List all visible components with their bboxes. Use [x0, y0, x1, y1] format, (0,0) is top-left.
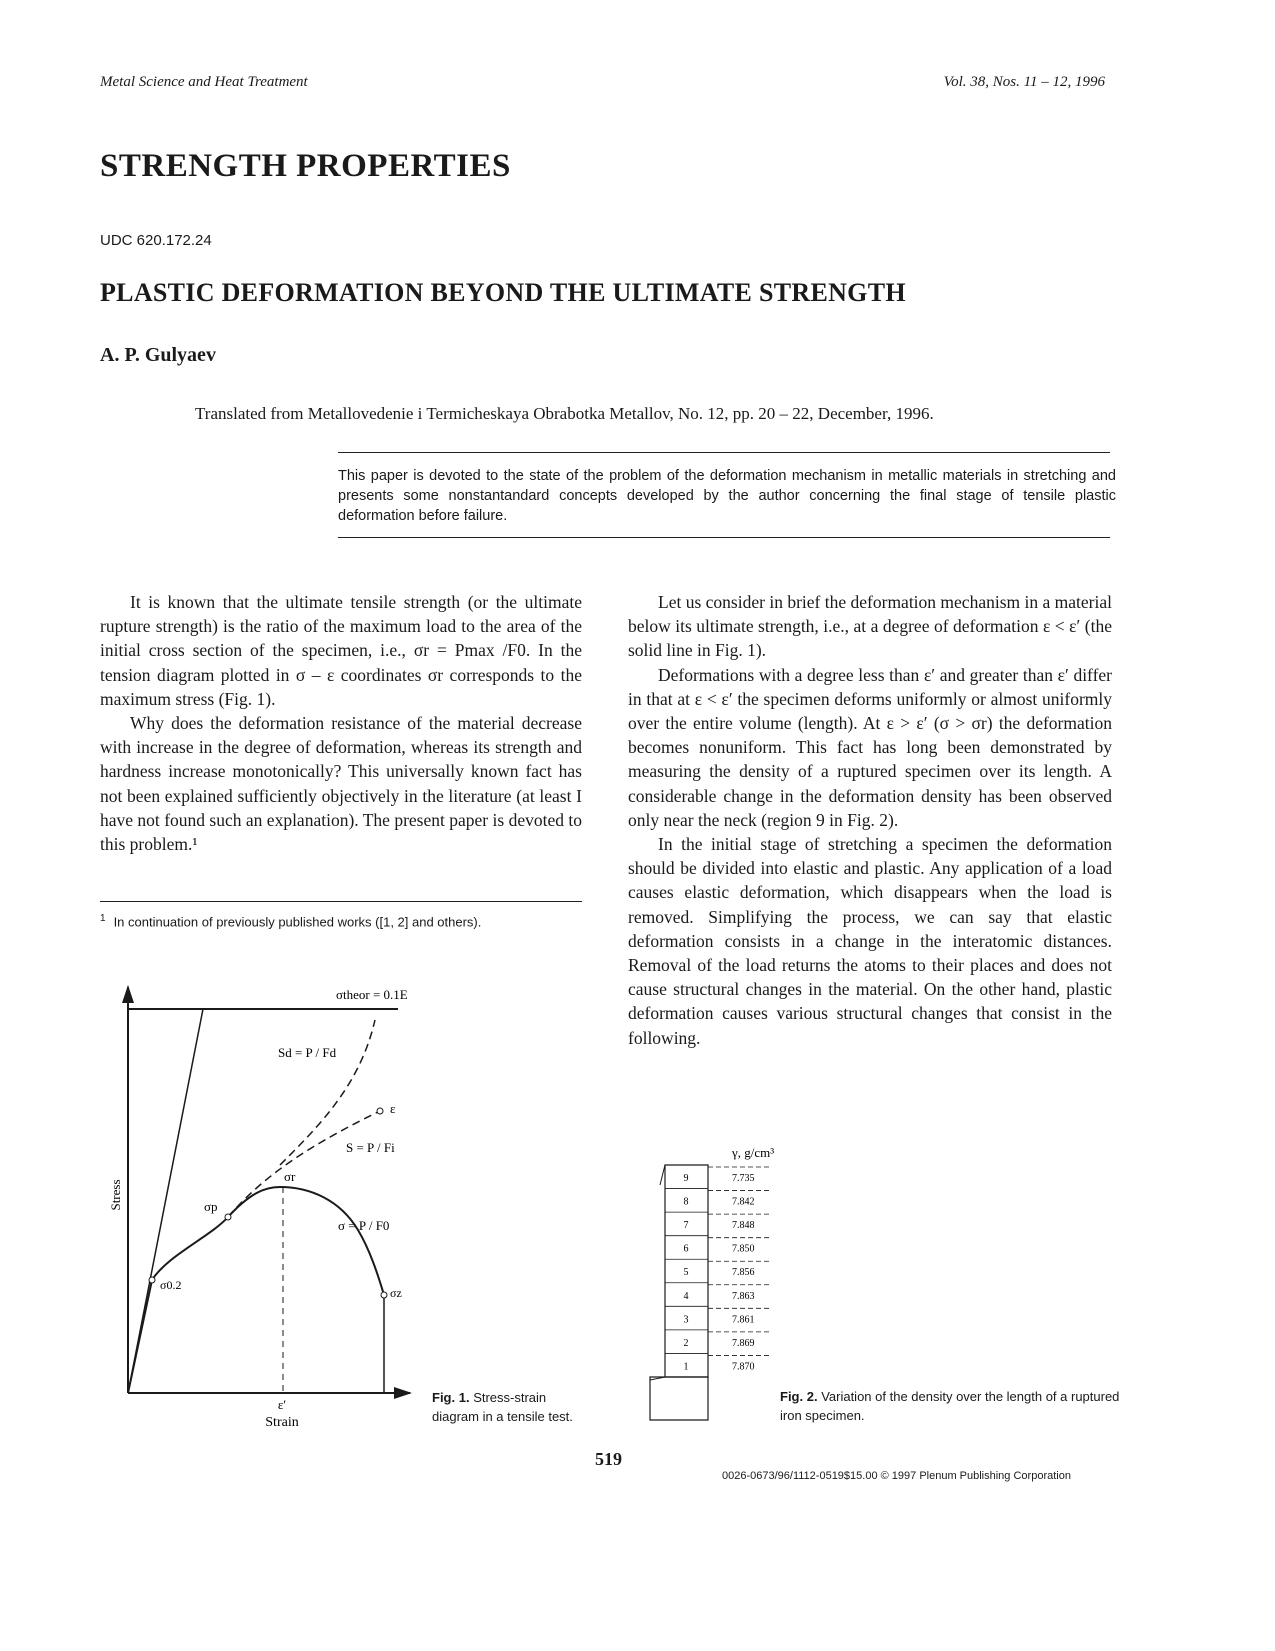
density-value: 7.735 [732, 1173, 755, 1185]
density-value: 7.848 [732, 1220, 755, 1232]
section-number: 4 [683, 1290, 689, 1302]
label-sigma: σ = P / F0 [338, 1218, 390, 1233]
point-eps [377, 1108, 383, 1114]
density-value: 7.856 [732, 1267, 755, 1279]
density-value: 7.861 [732, 1314, 755, 1326]
volume-info: Vol. 38, Nos. 11 – 12, 1996 [943, 74, 1105, 90]
figure-2-caption-label: Fig. 2. [780, 1389, 818, 1404]
section-number: 9 [683, 1173, 689, 1185]
true-stress-curve [228, 1112, 378, 1217]
paragraph: Let us consider in brief the deformation mechanism in a material below its ultimate strength, i.e., at a degree of deformation ε < ε′ (the solid line in Fig. 1). [628, 592, 1112, 661]
author: A. P. Gulyaev [100, 344, 216, 366]
specimen-shoulder [650, 1165, 665, 1380]
journal-name: Metal Science and Heat Treatment [100, 74, 308, 90]
figure-2-caption [780, 1387, 1120, 1425]
label-sd: Sd = P / Fd [278, 1045, 337, 1060]
footnote [100, 913, 580, 929]
abstract-bottom-rule [338, 537, 1110, 538]
figure-1-stress-strain-diagram [100, 975, 430, 1435]
section-number: 8 [683, 1196, 689, 1208]
label-sigma-z: σz [390, 1286, 402, 1300]
density-value: 7.850 [732, 1243, 755, 1255]
density-value: 7.842 [732, 1196, 755, 1208]
footnote-rule [100, 901, 582, 902]
label-density-unit: γ, g/cm³ [732, 1145, 775, 1160]
label-sigma-theor: σtheor = 0.1E [336, 987, 408, 1002]
density-value: 7.870 [732, 1361, 755, 1373]
paragraph: It is known that the ultimate tensile strength (or the ultimate rupture strength) is the ratio of the maximum load to the area of the initial cross section of the specimen, i.e., σr = Pmax /F0. In the tension diagram plotted in σ – ε coordinates σr corresponds to the maximum stress (Fig. 1). [100, 592, 582, 709]
label-s: S = P / Fi [346, 1140, 395, 1155]
specimen-grip [650, 1377, 708, 1420]
udc-code: UDC 620.172.24 [100, 232, 212, 249]
section-number: 5 [683, 1267, 689, 1279]
figure-2-caption-text: Variation of the density over the length of a ruptured iron specimen. [780, 1389, 1120, 1423]
section-title: STRENGTH PROPERTIES [100, 148, 511, 184]
y-axis-label: Stress [108, 1179, 123, 1211]
page-number: 519 [595, 1449, 622, 1469]
point-sigma-p [225, 1214, 231, 1220]
footnote-mark: 1 [100, 913, 106, 924]
translation-note: Translated from Metallovedenie i Termicheskaya Obrabotka Metallov, No. 12, pp. 20 – 22, December, 1996. [195, 404, 934, 423]
density-rows [665, 1167, 772, 1372]
copyright-line: 0026-0673/96/1112-0519$15.00 © 1997 Plenum Publishing Corporation [722, 1470, 1071, 1482]
figure-2-density-diagram [640, 1135, 800, 1425]
paragraph: Why does the deformation resistance of the material decrease with increase in the degree of deformation, whereas its strength and hardness increase monotonically? This universally known fact has not been explained sufficiently objectively in the literature (at least I have not found such an explanation). The present paper is devoted to this problem.¹ [100, 713, 582, 855]
section-number: 3 [683, 1314, 689, 1326]
figure-1-caption [432, 1388, 592, 1426]
paragraph: Deformations with a degree less than ε′ and greater than ε′ differ in that at ε < ε′ the specimen deforms uniformly or almost uniformly over the entire volume (length). At ε > ε′ (σ > σr) the deformation becomes nonuniform. This fact has long been demonstrated by measuring the density of a ruptured specimen over its length. A considerable change in the deformation density has been observed only near the neck (region 9 in Fig. 2). [628, 664, 1112, 830]
left-column [100, 590, 582, 856]
label-eps-prime: ε′ [277, 1397, 287, 1412]
section-number: 7 [683, 1220, 689, 1232]
right-column [628, 590, 1112, 1050]
abstract-top-rule [338, 452, 1110, 453]
density-value: 7.869 [732, 1337, 755, 1349]
section-number: 6 [683, 1243, 689, 1255]
figure-1-caption-text: Stress-strain diagram in a tensile test. [432, 1390, 573, 1424]
label-eps: ε [390, 1101, 396, 1116]
figure-1-caption-label: Fig. 1. [432, 1390, 470, 1405]
label-sigma-r: σr [284, 1169, 296, 1184]
footnote-text: In continuation of previously published works ([1, 2] and others). [113, 914, 482, 930]
label-sigma-p: σp [204, 1199, 218, 1214]
label-sigma-02: σ0.2 [160, 1278, 182, 1292]
paragraph: In the initial stage of stretching a specimen the deformation should be divided into elastic and plastic. Any application of a load causes elastic deformation, which disappears when the load is removed. Simplifying the process, we can say that elastic deformation consists in a change in the interatomic distances. Removal of the load returns the atoms to their places and does not cause structural changes in the material. On the other hand, plastic deformation causes various structural changes that consist in the following. [628, 834, 1112, 1048]
article-title: PLASTIC DEFORMATION BEYOND THE ULTIMATE STRENGTH [100, 278, 906, 307]
section-number: 1 [683, 1361, 689, 1373]
abstract: This paper is devoted to the state of the problem of the deformation mechanism in metallic materials in stretching and presents some nonstantandard concepts developed by the author concerning the final stage of tensile plastic deformation before failure. [338, 468, 1116, 524]
x-axis-label: Strain [265, 1415, 299, 1430]
density-value: 7.863 [732, 1290, 755, 1302]
section-number: 2 [683, 1337, 689, 1349]
point-sigma-z [381, 1292, 387, 1298]
point-sigma-02 [149, 1277, 155, 1283]
